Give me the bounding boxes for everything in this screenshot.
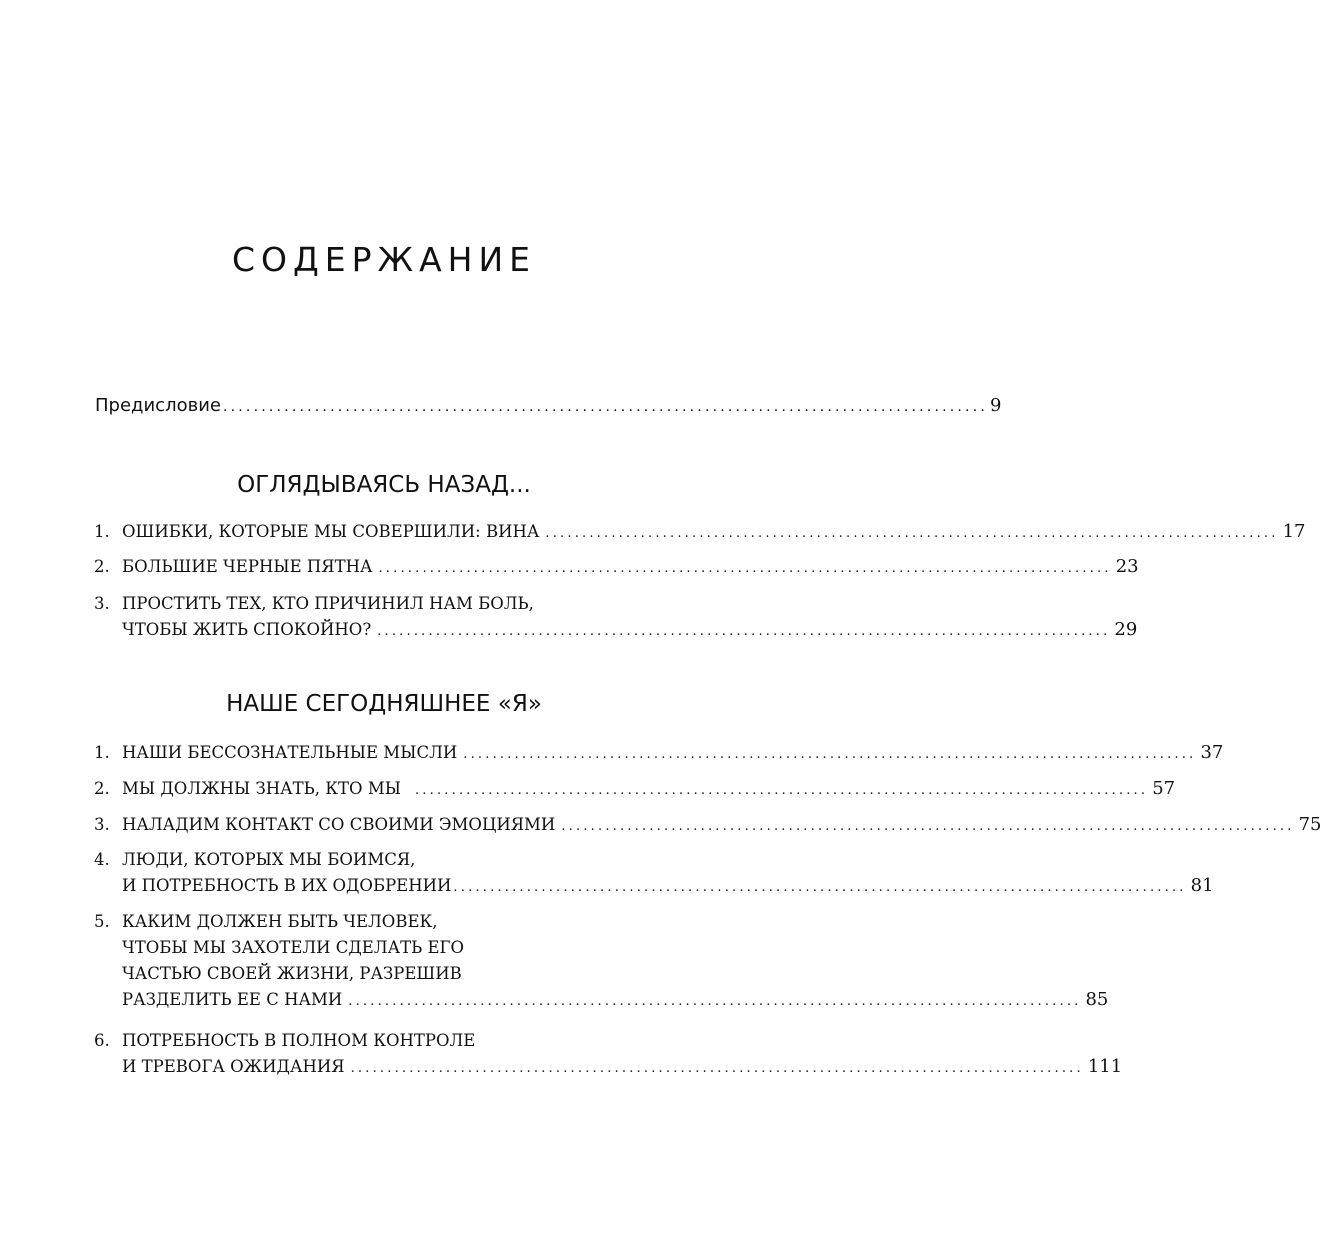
entry-title-line: КАКИМ ДОЛЖЕН БЫТЬ ЧЕЛОВЕК, (122, 912, 438, 931)
toc-entry[interactable] (94, 591, 1138, 643)
entry-title-line: РАЗДЕЛИТЬ ЕЕ С НАМИ (122, 990, 343, 1009)
page-number: 85 (1085, 989, 1109, 1010)
entry-title-line: ЧАСТЬЮ СВОЕЙ ЖИЗНИ, РАЗРЕШИВ (122, 964, 462, 983)
toc-entry[interactable] (94, 554, 1139, 580)
entry-title-line: ЧТОБЫ ЖИТЬ СПОКОЙНО? (122, 620, 372, 639)
entry-title-line: ЧТОБЫ МЫ ЗАХОТЕЛИ СДЕЛАТЬ ЕГО (122, 938, 464, 957)
dot-leader: .................................................................................................... (348, 994, 1082, 1009)
entry-title-line: ПОТРЕБНОСТЬ В ПОЛНОМ КОНТРОЛЕ (122, 1031, 476, 1050)
toc-entry[interactable] (94, 909, 1109, 1013)
entry-number: 1. (94, 743, 110, 762)
entry-number: 1. (94, 522, 110, 541)
entry-title: НАШИ БЕССОЗНАТЕЛЬНЫЕ МЫСЛИ (122, 743, 458, 762)
entry-number: 4. (94, 850, 110, 869)
toc-entry[interactable] (94, 812, 1321, 838)
page-number: 75 (1298, 814, 1321, 835)
page-number: 57 (1152, 778, 1176, 799)
entry-number: 2. (94, 779, 110, 798)
toc-entry[interactable] (94, 847, 1214, 899)
entry-title: ОШИБКИ, КОТОРЫЕ МЫ СОВЕРШИЛИ: ВИНА (122, 522, 540, 541)
dot-leader: .................................................................................................... (350, 1061, 1084, 1076)
entry-number: 2. (94, 557, 110, 576)
entry-number: 6. (94, 1031, 110, 1050)
dot-leader: .................................................................................................... (453, 880, 1187, 895)
entry-title-line: И ПОТРЕБНОСТЬ В ИХ ОДОБРЕНИИ (122, 876, 452, 895)
entry-title-line: И ТРЕВОГА ОЖИДАНИЯ (122, 1057, 345, 1076)
page-title: СОДЕРЖАНИЕ (231, 240, 537, 279)
entry-number: 3. (94, 815, 110, 834)
entry-title: Предисловие (95, 395, 221, 416)
dot-leader: .................................................................................................... (222, 399, 989, 415)
page-number: 17 (1282, 521, 1306, 542)
page-number: 37 (1200, 742, 1224, 763)
toc-entry[interactable] (94, 776, 1176, 802)
toc-entry[interactable] (94, 1028, 1123, 1080)
entry-title-line: ЛЮДИ, КОТОРЫХ МЫ БОИМСЯ, (122, 850, 416, 869)
dot-leader: .................................................................................................... (414, 783, 1149, 798)
entry-title-line: ПРОСТИТЬ ТЕХ, КТО ПРИЧИНИЛ НАМ БОЛЬ, (122, 594, 534, 613)
entry-number: 3. (94, 594, 110, 613)
page-number: 111 (1087, 1056, 1123, 1077)
page-number: 23 (1115, 556, 1139, 577)
page-number: 29 (1114, 619, 1138, 640)
entry-title: НАЛАДИМ КОНТАКТ СО СВОИМИ ЭМОЦИЯМИ (122, 815, 556, 834)
toc-entry[interactable] (94, 740, 1224, 766)
toc-entry[interactable] (94, 519, 1306, 545)
entry-title: БОЛЬШИЕ ЧЕРНЫЕ ПЯТНА (122, 557, 373, 576)
entry-number: 5. (94, 912, 110, 931)
toc-entry-preface[interactable] (95, 393, 1002, 420)
dot-leader: .................................................................................................... (378, 561, 1112, 576)
page-number: 81 (1190, 875, 1214, 896)
dot-leader: .................................................................................................... (463, 747, 1197, 762)
dot-leader: .................................................................................................... (561, 819, 1295, 834)
section-heading: НАШЕ СЕГОДНЯШНЕЕ «Я» (226, 691, 542, 717)
page-number: 9 (990, 395, 1002, 416)
entry-title: МЫ ДОЛЖНЫ ЗНАТЬ, КТО МЫ (122, 779, 401, 798)
dot-leader: .................................................................................................... (545, 526, 1279, 541)
dot-leader: .................................................................................................... (377, 624, 1111, 639)
section-heading: ОГЛЯДЫВАЯСЬ НАЗАД... (237, 472, 531, 498)
